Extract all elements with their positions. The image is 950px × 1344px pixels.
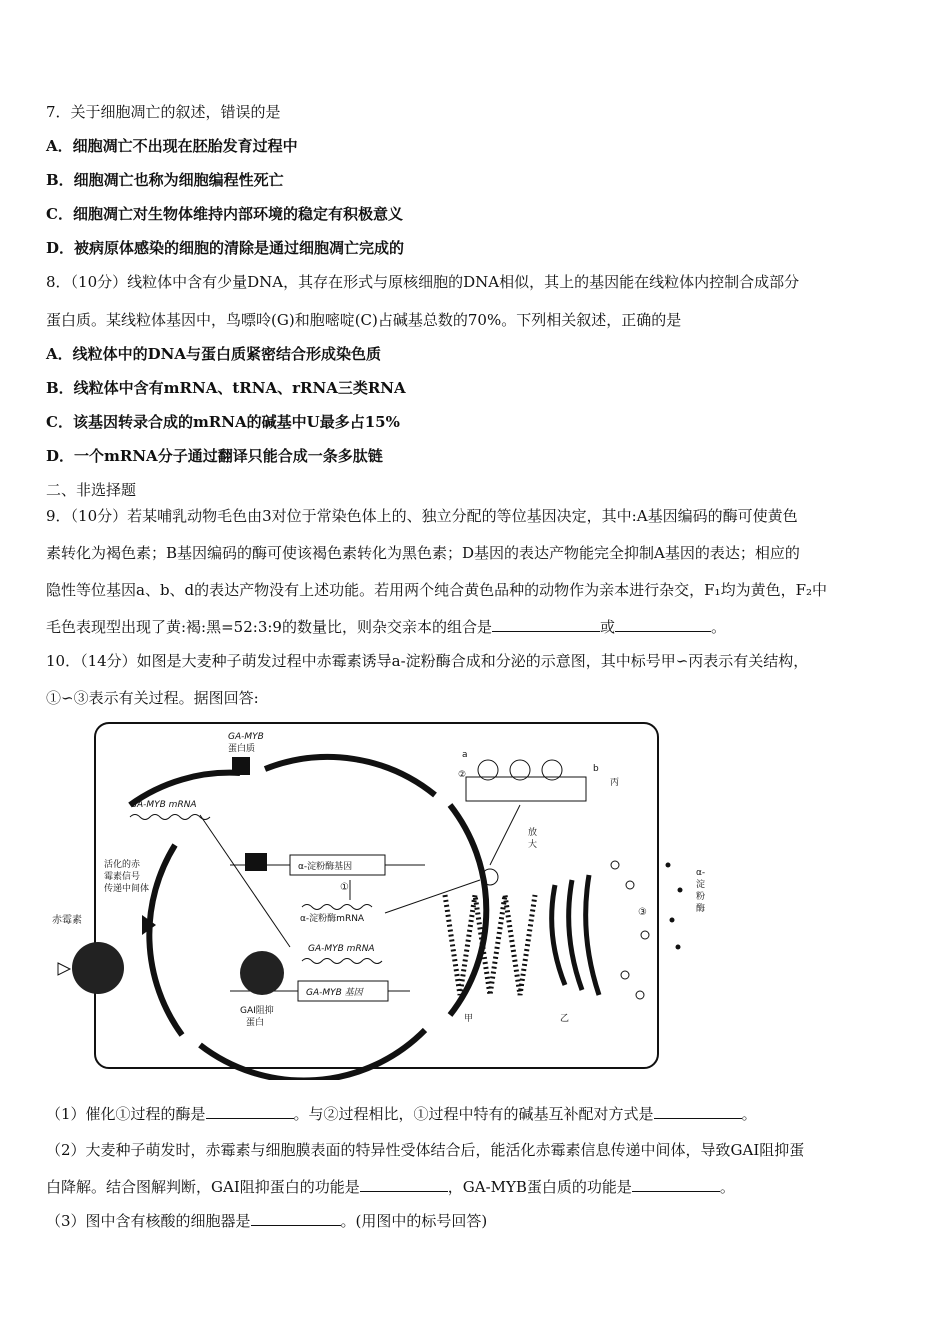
q10-sub2-text-c: 。 xyxy=(719,1178,735,1196)
receptor-shape xyxy=(72,942,124,994)
q10-sub2-line1: （2）大麦种子萌发时，赤霉素与细胞膜表面的特异性受体结合后，能活化赤霉素信息传递中间体，导致GAI阻抑蛋 xyxy=(46,1141,805,1159)
q10-sub1-blank-2[interactable] xyxy=(654,1104,742,1119)
vesicle xyxy=(621,971,629,979)
q10-sub1 xyxy=(46,1104,757,1124)
q9-line3: 隐性等位基因a、b、d的表达产物没有上述功能。若用两个纯合黄色品种的动物作为亲本进行杂交，F₁均为黄色，F₂中 xyxy=(46,581,827,599)
ga-myb-protein-label: GA-MYB xyxy=(228,732,264,742)
nucleus-envelope-arc xyxy=(200,1030,425,1080)
q10-sub2-text-a: 白降解。结合图解判断，GAI阻抑蛋白的功能是 xyxy=(46,1178,360,1196)
gai-label-2: 蛋白 xyxy=(246,1018,265,1028)
gibberellin-label: 赤霉素 xyxy=(52,915,82,926)
enzyme-label-1: α- xyxy=(696,868,706,878)
q8-option-d: D．一个mRNA分子通过翻译只能合成一条多肽链 xyxy=(46,447,383,465)
nucleus-envelope-arc xyxy=(149,845,182,1035)
ga-myb-protein-shape xyxy=(232,757,250,775)
rough-er xyxy=(445,895,535,995)
q8-stem-line1: 8．（10分）线粒体中含有少量DNA，其存在形式与原核细胞的DNA相似，其上的基因能在线粒体内控制合成部分 xyxy=(46,273,800,291)
q9-line4-or: 或 xyxy=(599,618,615,636)
mrna-wave xyxy=(130,815,210,820)
label-a: a xyxy=(462,750,468,760)
golgi-stack xyxy=(552,885,565,985)
q7-option-b: B．细胞凋亡也称为细胞编程性死亡 xyxy=(46,171,284,189)
q9-line4-end: 。 xyxy=(710,618,726,636)
process-2-label: ② xyxy=(458,770,467,780)
q7-option-d: D．被病原体感染的细胞的清除是通过细胞凋亡完成的 xyxy=(46,239,405,257)
arrow-line xyxy=(385,880,480,913)
process-1-label: ① xyxy=(340,882,349,893)
arrow-line xyxy=(490,805,520,865)
q10-sub3-text-a: （3）图中含有核酸的细胞器是 xyxy=(46,1212,251,1230)
q10-sub2-blank-2[interactable] xyxy=(632,1177,720,1192)
enzyme-label-2: 淀 xyxy=(696,880,706,890)
magnify-label-2: 大 xyxy=(528,840,538,850)
section-title: 二、非选择题 xyxy=(46,481,137,499)
ribosome-er-box xyxy=(466,777,586,801)
q9-answer-blank-2[interactable] xyxy=(615,617,711,632)
enzyme-label-3: 粉 xyxy=(696,892,706,902)
amylase-dot xyxy=(678,888,683,893)
vesicle xyxy=(641,931,649,939)
label-b: b xyxy=(593,764,599,774)
q9-line4-text: 毛色表现型出现了黄:褐:黑=52:3:9的数量比，则杂交亲本的组合是 xyxy=(46,618,492,636)
golgi-stack xyxy=(569,880,582,990)
q10-sub3 xyxy=(46,1211,487,1231)
vesicle xyxy=(611,861,619,869)
ga-myb-bound-shape xyxy=(245,853,267,871)
q10-sub1-blank-1[interactable] xyxy=(206,1104,294,1119)
q8-option-a: A．线粒体中的DNA与蛋白质紧密结合形成染色质 xyxy=(46,345,381,363)
ga-myb-mrna-top-label: GA-MYB mRNA xyxy=(130,800,197,810)
label-jia: 甲 xyxy=(464,1014,474,1024)
amylase-mrna-label: α-淀粉酶mRNA xyxy=(300,914,365,924)
gai-label-1: GAI阻抑 xyxy=(240,1006,274,1016)
q10-sub2-line2 xyxy=(46,1177,735,1197)
q10-sub1-text-b: 。与②过程相比，①过程中特有的碱基互补配对方式是 xyxy=(293,1105,654,1123)
amylase-gene-label: α-淀粉酶基因 xyxy=(298,862,353,872)
q10-line2: ①∽③表示有关过程。据图回答: xyxy=(46,689,259,707)
q9-answer-blank-1[interactable] xyxy=(492,617,600,632)
ga-myb-protein-label-2: 蛋白质 xyxy=(228,744,256,754)
activated-label-2: 霉素信号 xyxy=(104,872,141,882)
q10-sub2-text-b: ，GA-MYB蛋白质的功能是 xyxy=(447,1178,632,1196)
q8-stem-line2: 蛋白质。某线粒体基因中，鸟嘌呤(G)和胞嘧啶(C)占碱基总数的70%。下列相关叙述，正确的是 xyxy=(46,311,682,329)
activated-label-1: 活化的赤 xyxy=(104,860,141,870)
amylase-dot xyxy=(666,863,671,868)
q9-line4 xyxy=(46,617,726,637)
q7-stem: 7．关于细胞凋亡的叙述，错误的是 xyxy=(46,103,281,121)
q10-sub1-text-c: 。 xyxy=(741,1105,757,1123)
label-bing: 丙 xyxy=(610,778,620,788)
magnify-label-1: 放 xyxy=(528,828,538,838)
process-3-label: ③ xyxy=(638,907,647,918)
q9-line1: 9．（10分）若某哺乳动物毛色由3对位于常染色体上的、独立分配的等位基因决定，其中:A基因编码的酶可使黄色 xyxy=(46,507,798,525)
q10-sub2-blank-1[interactable] xyxy=(360,1177,448,1192)
vesicle xyxy=(636,991,644,999)
cell-outline xyxy=(95,723,658,1068)
q7-option-a: A．细胞凋亡不出现在胚胎发育过程中 xyxy=(46,137,298,155)
q10-sub3-text-b: 。(用图中的标号回答) xyxy=(340,1212,488,1230)
vesicle xyxy=(626,881,634,889)
ga-myb-mrna-label: GA-MYB mRNA xyxy=(308,944,375,954)
q8-option-b: B．线粒体中含有mRNA、tRNA、rRNA三类RNA xyxy=(46,379,406,397)
enzyme-label-4: 酶 xyxy=(696,904,706,914)
golgi-stack xyxy=(586,875,599,995)
amylase-mrna-wave xyxy=(302,905,372,910)
q7-option-c: C．细胞凋亡对生物体维持内部环境的稳定有积极意义 xyxy=(46,205,403,223)
nucleus-envelope-arc xyxy=(450,805,486,1015)
q10-sub1-text-a: （1）催化①过程的酶是 xyxy=(46,1105,206,1123)
ga-myb-gene-label: GA-MYB 基因 xyxy=(306,988,363,998)
activated-label-3: 传递中间体 xyxy=(104,884,150,894)
gibberellin-triangle xyxy=(58,963,70,975)
q10-line1: 10．（14分）如图是大麦种子萌发过程中赤霉素诱导a-淀粉酶合成和分泌的示意图，其中标号甲∽丙表示有关结构， xyxy=(46,652,809,670)
amylase-dot xyxy=(676,945,681,950)
amylase-dot xyxy=(670,918,675,923)
arrow-line xyxy=(200,815,290,947)
gai-repressor-shape xyxy=(240,951,284,995)
label-yi: 乙 xyxy=(560,1014,570,1024)
q10-sub3-blank[interactable] xyxy=(251,1211,341,1226)
nucleus-envelope-arc xyxy=(265,757,435,795)
ga-myb-mrna-wave xyxy=(302,959,382,964)
q8-option-c: C．该基因转录合成的mRNA的碱基中U最多占15% xyxy=(46,413,400,431)
q9-line2: 素转化为褐色素；B基因编码的酶可使该褐色素转化为黑色素；D基因的表达产物能完全抑制A基因的表达；相应的 xyxy=(46,544,800,562)
gibberellin-diagram xyxy=(50,715,710,1080)
